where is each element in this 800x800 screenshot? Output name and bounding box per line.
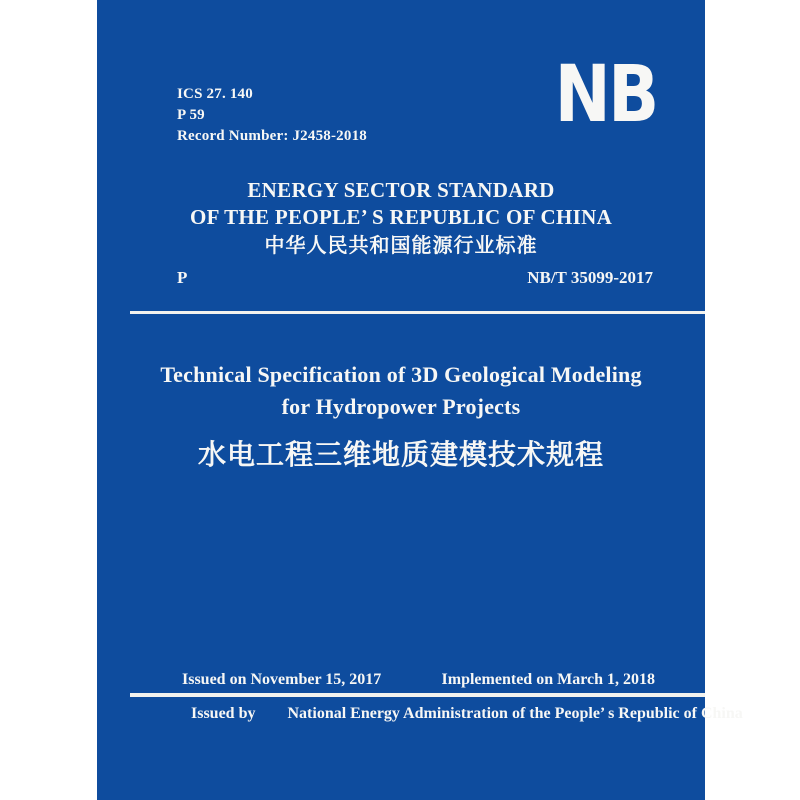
- title-block: [97, 359, 705, 473]
- title-chinese: 水电工程三维地质建模技术规程: [197, 438, 604, 471]
- standard-org-header: [97, 177, 705, 259]
- ics-number: ICS 27. 140: [177, 86, 253, 102]
- implemented-on-date: Implemented on March 1, 2018: [441, 671, 655, 688]
- top-divider: [130, 311, 705, 314]
- standard-number: NB/T 35099-2017: [527, 268, 653, 287]
- org-header-line2: OF THE PEOPLE’ S REPUBLIC OF CHINA: [189, 205, 613, 229]
- org-header-chinese: 中华人民共和国能源行业标准: [264, 233, 538, 257]
- p-code: P: [177, 268, 188, 287]
- org-header-line1: ENERGY SECTOR STANDARD: [247, 178, 555, 202]
- nb-logo: NB: [554, 50, 657, 140]
- issued-on-date: Issued on November 15, 2017: [182, 671, 382, 688]
- title-english-line1: Technical Specification of 3D Geological Modeling: [160, 362, 642, 387]
- issuing-organization: National Energy Administration of the People’ s Republic of China: [287, 705, 743, 722]
- standard-cover: [97, 0, 743, 800]
- code-row: [177, 268, 653, 288]
- meta-block: [177, 84, 367, 147]
- title-english-line2: for Hydropower Projects: [281, 394, 521, 419]
- record-number: Record Number: J2458-2018: [177, 128, 367, 144]
- issued-by-label: Issued by: [191, 705, 256, 722]
- dates-row: [182, 671, 655, 689]
- issued-by-row: [191, 705, 743, 723]
- bottom-divider: [130, 693, 705, 697]
- p-classification: P 59: [177, 107, 205, 123]
